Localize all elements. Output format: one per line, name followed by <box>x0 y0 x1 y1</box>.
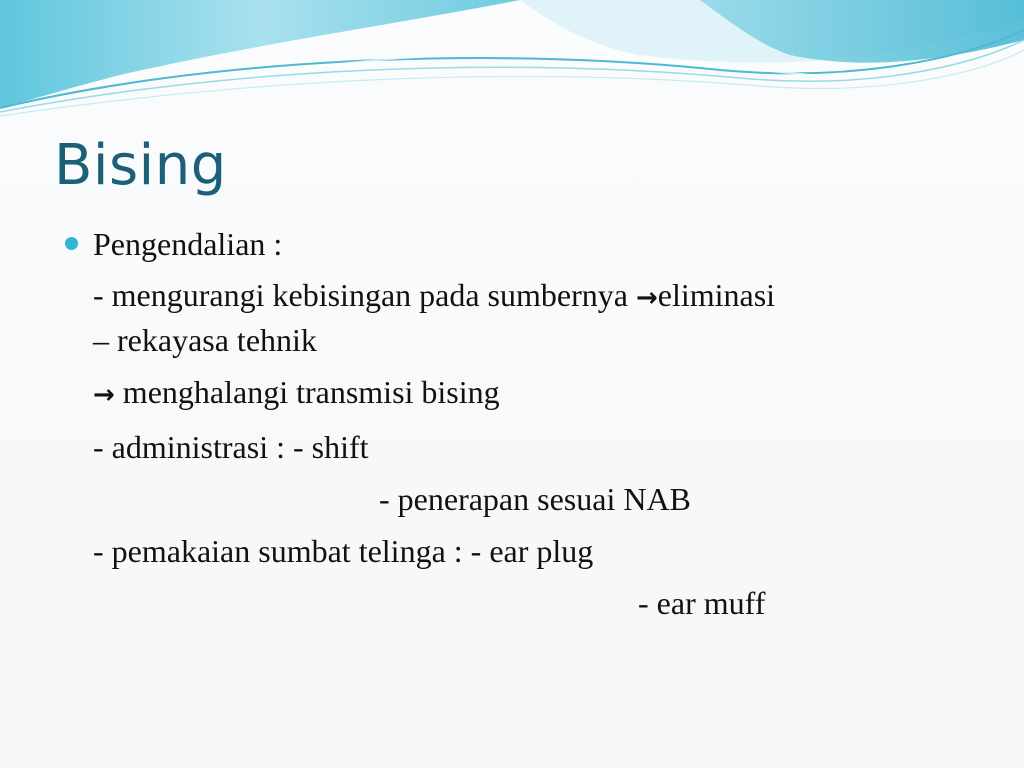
line-6-text: - pemakaian sumbat telinga : - ear plug <box>93 533 594 569</box>
body-line-3 <box>62 371 982 416</box>
body-line-7 <box>62 582 982 624</box>
body-line-4 <box>62 426 982 468</box>
line-4-text: - administrasi : - shift <box>93 429 369 465</box>
body-line-1 <box>62 274 982 361</box>
line-5-text: - penerapan sesuai NAB <box>379 481 691 517</box>
line-7-text: - ear muff <box>638 585 766 621</box>
line-1-text: - mengurangi kebisingan pada sumbernya <box>93 277 636 313</box>
slide-title: Bising <box>54 133 227 198</box>
line-3-text: menghalangi transmisi bising <box>114 374 500 410</box>
body-line-5 <box>62 478 982 520</box>
bullet-item <box>62 222 982 266</box>
slide-body <box>62 222 982 624</box>
line-2-text: – rekayasa tehnik <box>93 322 317 358</box>
right-arrow-icon: → <box>635 283 658 313</box>
bullet-text: Pengendalian : <box>93 226 283 262</box>
line-1-after: eliminasi <box>657 277 776 313</box>
bullet-dot-icon <box>65 237 78 250</box>
header-wave-decoration <box>0 0 1024 130</box>
right-arrow-icon: → <box>93 380 115 410</box>
body-line-6 <box>62 530 982 572</box>
